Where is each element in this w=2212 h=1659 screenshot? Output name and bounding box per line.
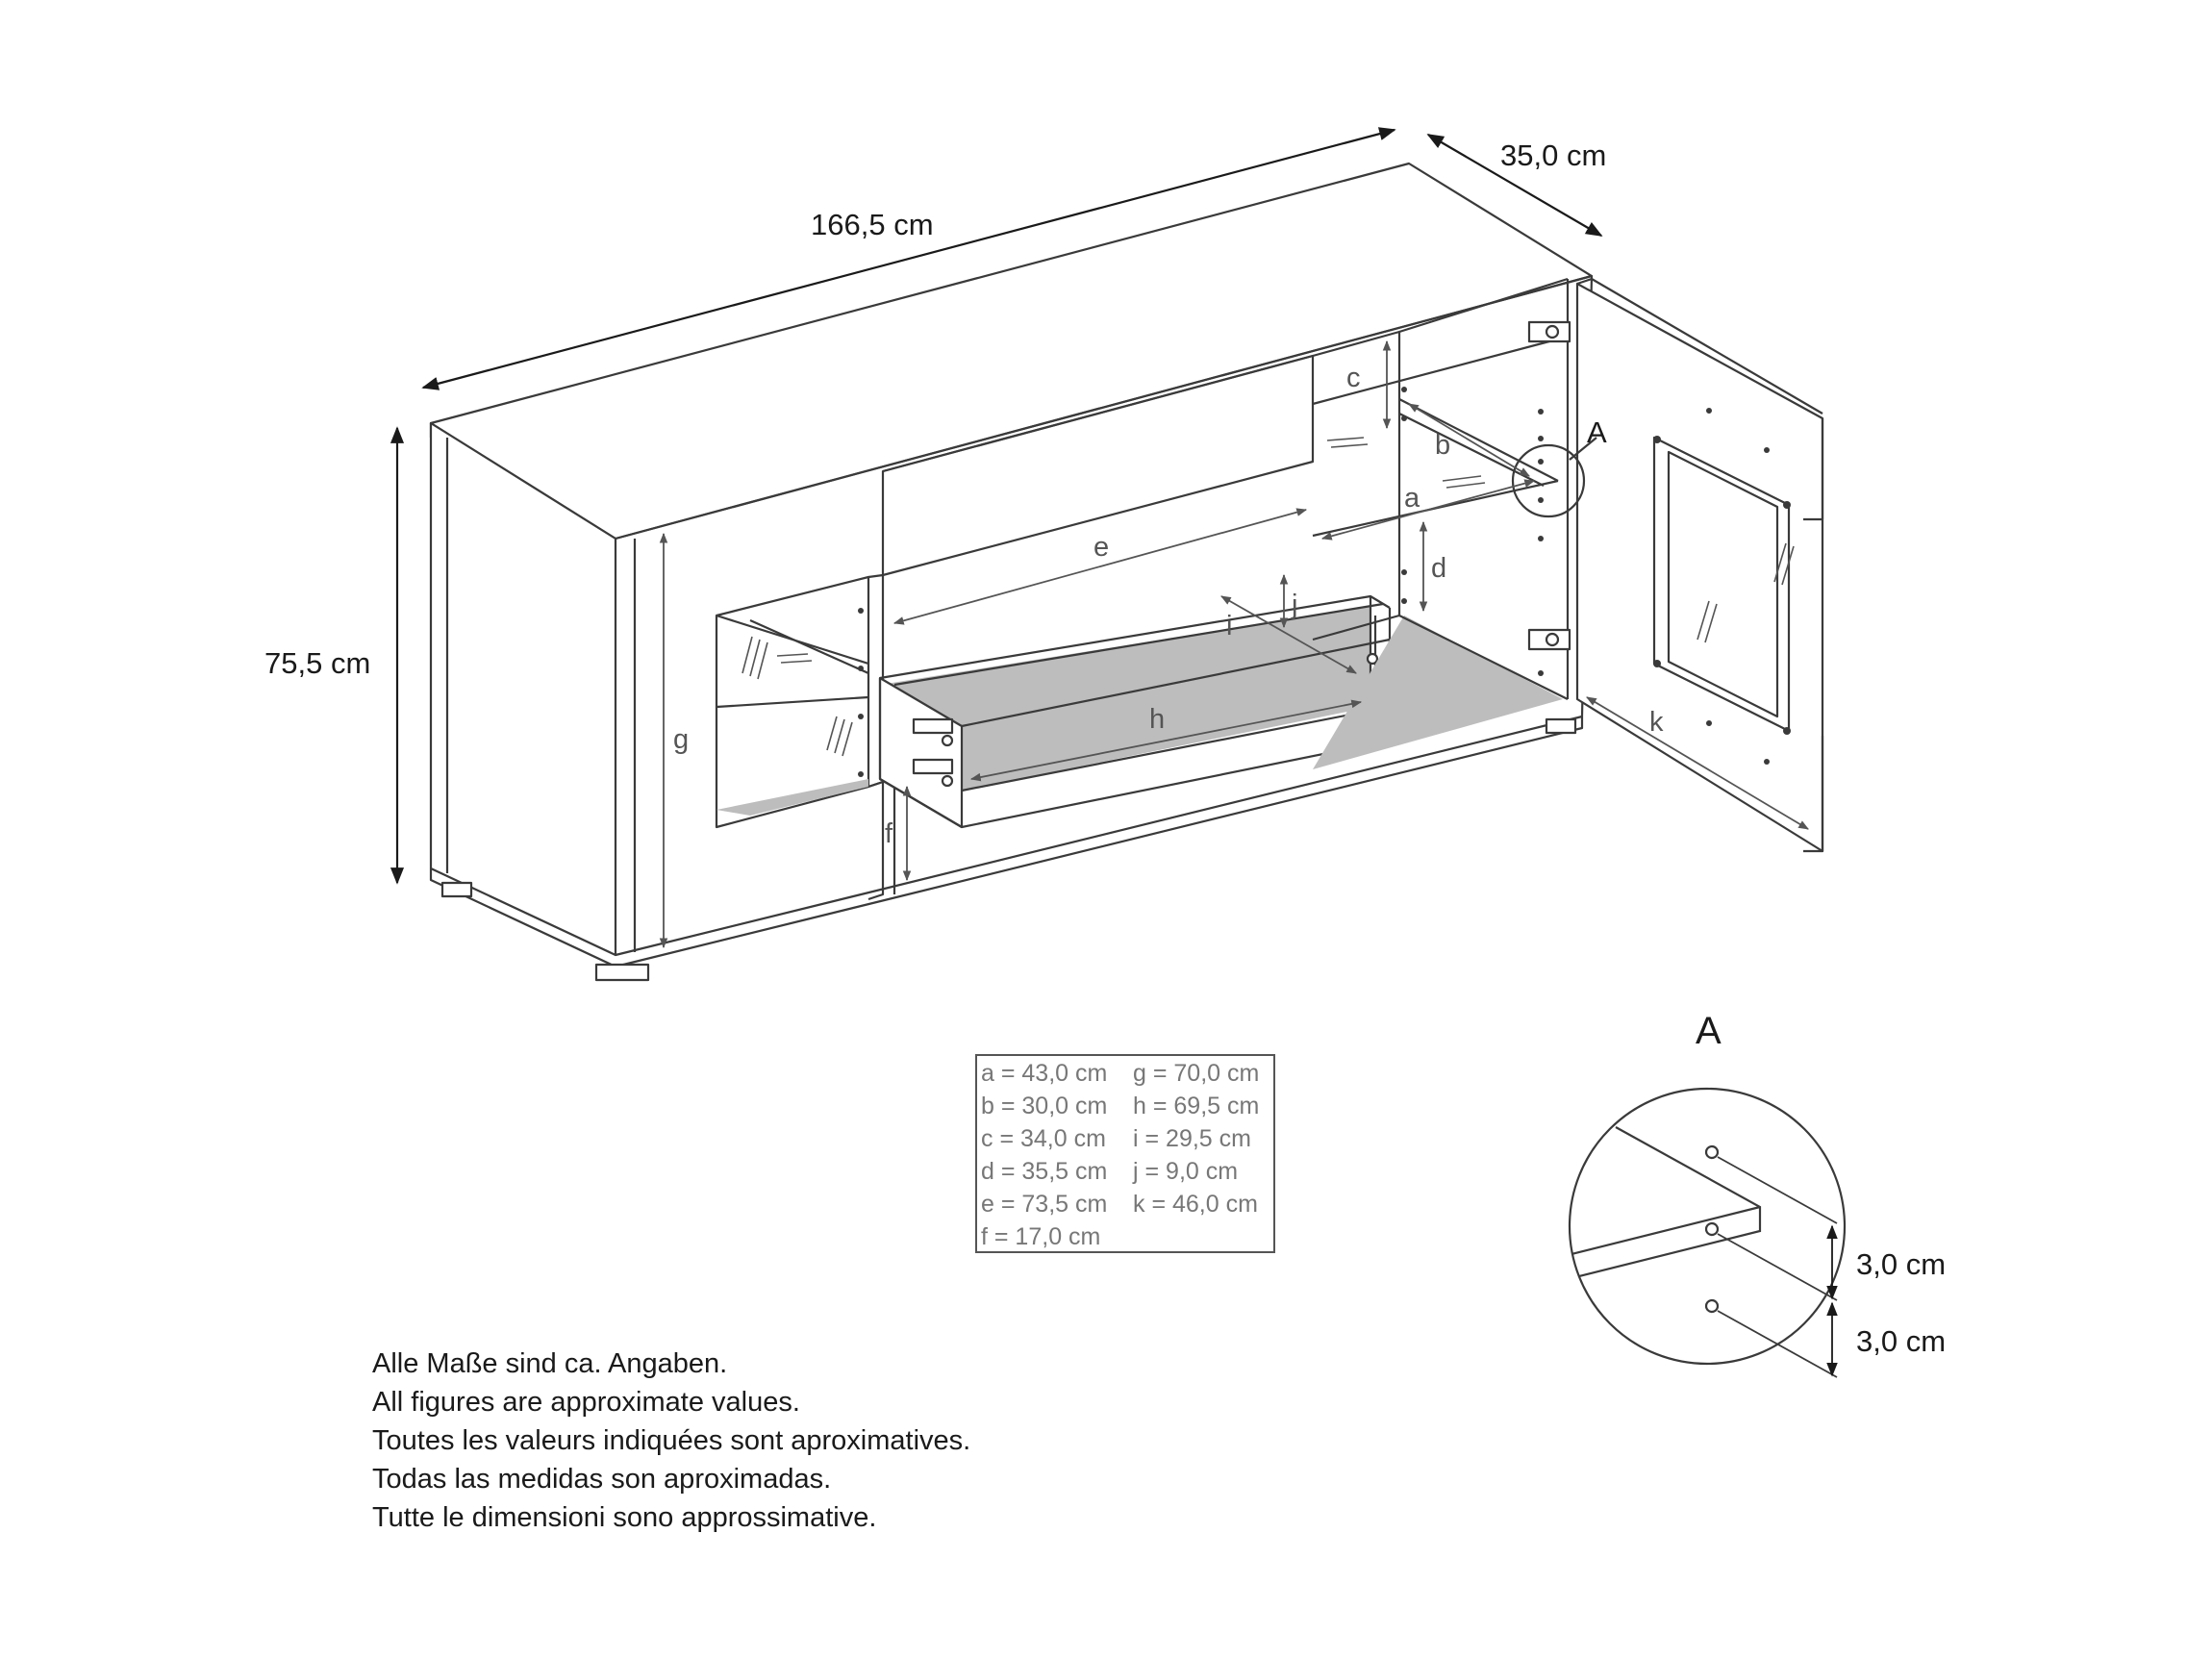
dim-b — [1409, 404, 1529, 476]
depth-label: 35,0 cm — [1500, 138, 1607, 172]
foot — [1546, 719, 1575, 733]
legend-h: h = 69,5 cm — [1133, 1093, 1260, 1119]
legend-b: b = 30,0 cm — [981, 1093, 1108, 1119]
letter-i: i — [1226, 611, 1233, 641]
legend-c: c = 34,0 cm — [981, 1125, 1106, 1152]
detail-a — [1548, 1010, 1946, 1377]
note-en: All figures are approximate values. — [372, 1387, 800, 1418]
legend-j: j = 9,0 cm — [1133, 1158, 1239, 1185]
detail-title: A — [1696, 1010, 1722, 1052]
legend-g: g = 70,0 cm — [1133, 1060, 1260, 1087]
sideboard-drawing — [431, 163, 1822, 980]
width-label: 166,5 cm — [811, 208, 934, 241]
spacing-bottom-label: 3,0 cm — [1856, 1324, 1947, 1358]
note-es: Todas las medidas son aproximadas. — [372, 1464, 832, 1495]
letter-a: a — [1404, 483, 1420, 514]
legend-k: k = 46,0 cm — [1133, 1191, 1258, 1218]
legend-a: a = 43,0 cm — [981, 1060, 1108, 1087]
legend-f: f = 17,0 cm — [981, 1223, 1101, 1250]
letter-h: h — [1149, 704, 1166, 735]
foot — [596, 965, 648, 980]
letter-d: d — [1431, 553, 1447, 584]
legend-d: d = 35,5 cm — [981, 1158, 1108, 1185]
letter-b: b — [1435, 430, 1451, 461]
letter-j: j — [1292, 590, 1298, 620]
foot — [442, 883, 471, 896]
dimension-legend — [976, 1055, 1274, 1252]
letter-e: e — [1093, 532, 1110, 563]
letter-k: k — [1649, 707, 1664, 738]
detail-marker-label: A — [1587, 415, 1607, 449]
approximation-notes — [372, 1348, 970, 1533]
letter-f: f — [885, 818, 893, 849]
letter-g: g — [673, 724, 690, 755]
legend-i: i = 29,5 cm — [1133, 1125, 1251, 1152]
note-it: Tutte le dimensioni sono approssimative. — [372, 1502, 877, 1533]
spacing-top-label: 3,0 cm — [1856, 1247, 1947, 1281]
height-label: 75,5 cm — [264, 646, 371, 680]
dim-a — [1322, 481, 1534, 539]
note-fr: Toutes les valeurs indiquées sont aproximatives. — [372, 1425, 971, 1456]
legend-e: e = 73,5 cm — [981, 1191, 1108, 1218]
letter-c: c — [1346, 363, 1361, 393]
note-de: Alle Maße sind ca. Angaben. — [372, 1348, 728, 1379]
